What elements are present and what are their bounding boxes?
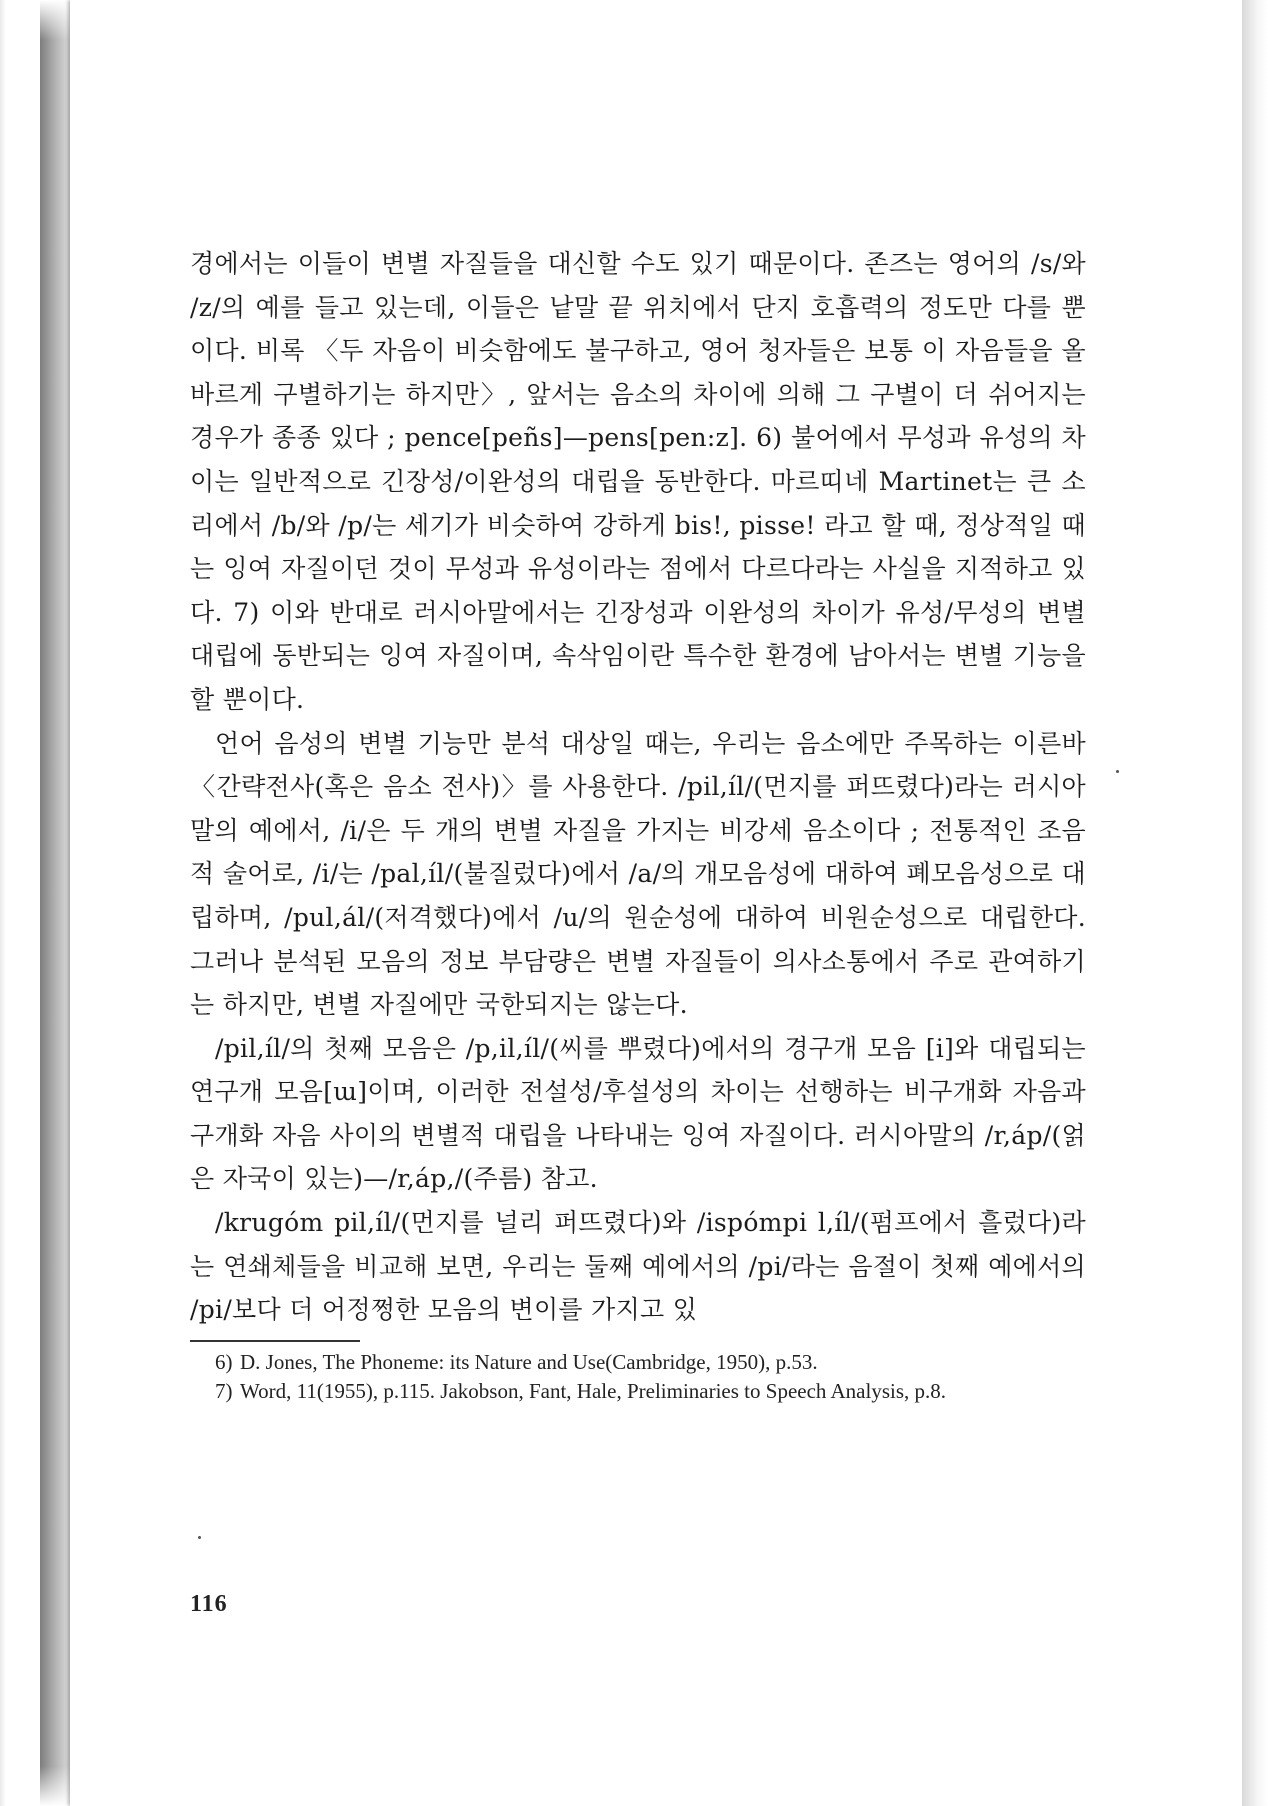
page-right-shadow [1242,0,1268,1806]
footnote-item [190,1348,1086,1377]
paragraph: 언어 음성의 변별 기능만 분석 대상일 때는, 우리는 음소에만 주목하는 이른바 〈간략전사(혹은 음소 전사)〉를 사용한다. /pil,íl/(먼지를 퍼뜨렸다)라는 러시아말의 예에서, /i/은 두 개의 변별 자질을 가지는 비강세 음소이다 ; 전통적인 조음적 술어로, /i/는 /pal,íl/(불질렀다)에서 /a/의 개모음성에 대하여 폐모음성으로 대립하며, /pul,ál/(저격했다)에서 /u/의 원순성에 대하여 비원순성으로 대립한다. 그러나 분석된 모음의 정보 부담량은 변별 자질들이 의사소통에서 주로 관여하기는 하지만, 변별 자질에만 국한되지는 않는다. [190,728,1086,1020]
footnote-number: 7) [215,1378,233,1403]
footnote-number: 6) [215,1349,233,1374]
paragraph: /pil,íl/의 첫째 모음은 /p,il,íl/(씨를 뿌렸다)에서의 경구개 모음 [i]와 대립되는 연구개 모음[ɯ]이며, 이러한 전설성/후설성의 차이는 선행하는 비구개화 자음과 구개화 자음 사이의 변별적 대립을 나타내는 잉여 자질이다. 러시아말의 /r,áp/(얽은 자국이 있는)—/r,áp,/(주름) 참고. [190,1033,1086,1194]
scan-speck [198,1536,201,1539]
scan-speck [1116,770,1119,773]
footnote-text: Word, 11(1955), p.115. Jakobson, Fant, Hale, Preliminaries to Speech Analysis, p.8. [240,1378,946,1403]
footnote-text: D. Jones, The Phoneme: its Nature and Use(Cambridge, 1950), p.53. [240,1349,818,1374]
paragraph: 경에서는 이들이 변별 자질들을 대신할 수도 있기 때문이다. 존즈는 영어의 /s/와 /z/의 예를 들고 있는데, 이들은 낱말 끝 위치에서 단지 호흡력의 정도만 다를 뿐이다. 비록 〈두 자음이 비슷함에도 불구하고, 영어 청자들은 보통 이 자음들을 올바르게 구별하기는 하지만〉, 앞서는 음소의 차이에 의해 그 구별이 더 쉬어지는 경우가 종종 있다 ; pence[peñs]—pens[pen:z]. 6) 불어에서 무성과 유성의 차이는 일반적으로 긴장성/이완성의 대립을 동반한다. 마르띠네 Martinet는 큰 소리에서 /b/와 /p/는 세기가 비슷하여 강하게 bis!, pisse! 라고 할 때, 정상적일 때는 잉여 자질이던 것이 무성과 유성이라는 점에서 다르다라는 사실을 지적하고 있다. 7) 이와 반대로 러시아말에서는 긴장성과 이완성의 차이가 유성/무성의 변별 대립에 동반되는 잉여 자질이며, 속삭임이란 특수한 환경에 남아서는 변별 기능을 할 뿐이다. [190,249,1086,714]
page-number: 116 [190,1591,228,1617]
footnote-divider [190,1340,360,1342]
paragraph: /krugóm pil,íl/(먼지를 널리 퍼뜨렸다)와 /ispómpi l,íl/(펌프에서 흘렀다)라는 연쇄체들을 비교해 보면, 우리는 둘째 예에서의 /pi/라는 음절이 첫째 예에서의 /pi/보다 더 어정쩡한 모음의 변이를 가지고 있 [190,1208,1086,1325]
body-text [190,242,1086,1406]
footnote-item [190,1377,1086,1406]
footnotes [190,1348,1086,1406]
